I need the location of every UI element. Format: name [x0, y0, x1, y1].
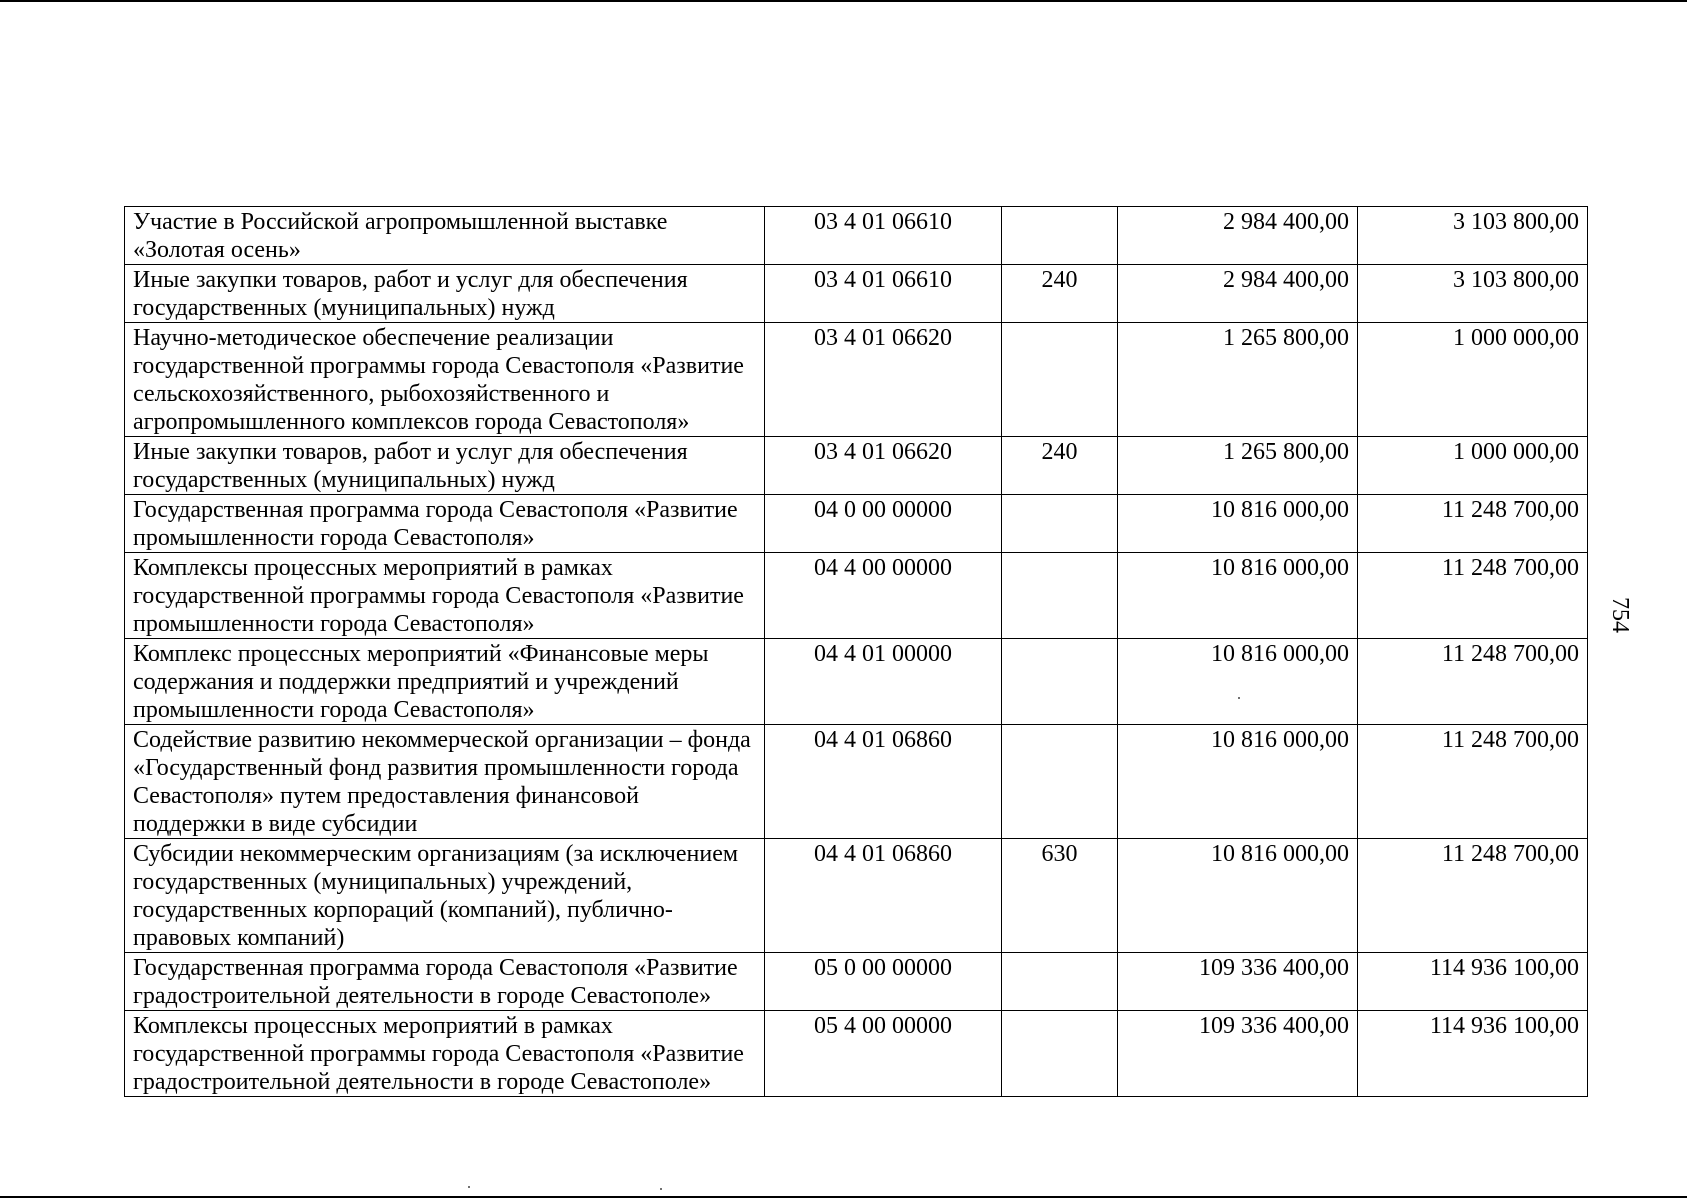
scan-speck [468, 1186, 470, 1188]
table-row [125, 437, 1588, 495]
row-target-code: 03 4 01 06620 [765, 323, 1002, 437]
row-amount-year2: 1 000 000,00 [1358, 323, 1588, 437]
row-target-code: 04 4 01 06860 [765, 839, 1002, 953]
row-name: Научно-методическое обеспечение реализации государственной программы города Севастополя «Развитие сельскохозяйственного, рыбохозяйственного и агропромышленного комплексов города Севастополя» [125, 323, 765, 437]
row-name: Субсидии некоммерческим организациям (за исключением государственных (муниципальных) учреждений, государственных корпораций (компаний), публично-правовых компаний) [125, 839, 765, 953]
row-amount-year2: 11 248 700,00 [1358, 495, 1588, 553]
row-amount-year1: 10 816 000,00 [1118, 639, 1358, 725]
row-name: Участие в Российской агропромышленной выставке «Золотая осень» [125, 207, 765, 265]
row-amount-year1: 2 984 400,00 [1118, 265, 1358, 323]
table-row [125, 553, 1588, 639]
row-amount-year2: 3 103 800,00 [1358, 265, 1588, 323]
row-target-code: 03 4 01 06610 [765, 265, 1002, 323]
row-expense-type: 630 [1002, 839, 1118, 953]
row-amount-year1: 10 816 000,00 [1118, 725, 1358, 839]
row-target-code: 04 0 00 00000 [765, 495, 1002, 553]
row-expense-type [1002, 725, 1118, 839]
table-row [125, 639, 1588, 725]
row-amount-year1: 109 336 400,00 [1118, 1011, 1358, 1097]
row-target-code: 04 4 01 06860 [765, 725, 1002, 839]
row-expense-type [1002, 639, 1118, 725]
table-row [125, 323, 1588, 437]
table-row [125, 265, 1588, 323]
table-row [125, 725, 1588, 839]
row-amount-year2: 11 248 700,00 [1358, 839, 1588, 953]
row-target-code: 03 4 01 06610 [765, 207, 1002, 265]
row-amount-year2: 114 936 100,00 [1358, 953, 1588, 1011]
row-target-code: 04 4 01 00000 [765, 639, 1002, 725]
row-expense-type [1002, 323, 1118, 437]
row-expense-type [1002, 1011, 1118, 1097]
table-row [125, 839, 1588, 953]
row-amount-year2: 3 103 800,00 [1358, 207, 1588, 265]
row-name: Комплекс процессных мероприятий «Финансовые меры содержания и поддержки предприятий и учреждений промышленности города Севастополя» [125, 639, 765, 725]
row-expense-type [1002, 207, 1118, 265]
row-name: Государственная программа города Севастополя «Развитие промышленности города Севастополя» [125, 495, 765, 553]
row-target-code: 05 4 00 00000 [765, 1011, 1002, 1097]
scan-speck [1238, 697, 1240, 699]
row-amount-year2: 11 248 700,00 [1358, 725, 1588, 839]
row-name: Иные закупки товаров, работ и услуг для обеспечения государственных (муниципальных) нужд [125, 437, 765, 495]
row-name: Комплексы процессных мероприятий в рамках государственной программы города Севастополя «Развитие промышленности города Севастополя» [125, 553, 765, 639]
row-amount-year1: 109 336 400,00 [1118, 953, 1358, 1011]
row-name: Иные закупки товаров, работ и услуг для обеспечения государственных (муниципальных) нужд [125, 265, 765, 323]
table-row [125, 953, 1588, 1011]
budget-table [124, 206, 1588, 1097]
row-amount-year1: 1 265 800,00 [1118, 437, 1358, 495]
table-row [125, 1011, 1588, 1097]
row-amount-year1: 10 816 000,00 [1118, 553, 1358, 639]
page-number: 754 [1607, 597, 1633, 633]
row-name: Комплексы процессных мероприятий в рамках государственной программы города Севастополя «Развитие градостроительной деятельности в городе Севастополе» [125, 1011, 765, 1097]
row-amount-year1: 10 816 000,00 [1118, 495, 1358, 553]
row-expense-type: 240 [1002, 265, 1118, 323]
table-row [125, 495, 1588, 553]
row-amount-year1: 10 816 000,00 [1118, 839, 1358, 953]
row-target-code: 04 4 00 00000 [765, 553, 1002, 639]
row-name: Государственная программа города Севастополя «Развитие градостроительной деятельности в городе Севастополе» [125, 953, 765, 1011]
row-expense-type [1002, 495, 1118, 553]
row-amount-year2: 114 936 100,00 [1358, 1011, 1588, 1097]
scan-speck [660, 1188, 662, 1190]
top-border-line [0, 0, 1687, 2]
table-row [125, 207, 1588, 265]
row-target-code: 03 4 01 06620 [765, 437, 1002, 495]
row-amount-year2: 1 000 000,00 [1358, 437, 1588, 495]
row-expense-type: 240 [1002, 437, 1118, 495]
row-amount-year2: 11 248 700,00 [1358, 639, 1588, 725]
row-name: Содействие развитию некоммерческой организации – фонда «Государственный фонд развития промышленности города Севастополя» путем предоставления финансовой поддержки в виде субсидии [125, 725, 765, 839]
row-amount-year2: 11 248 700,00 [1358, 553, 1588, 639]
row-target-code: 05 0 00 00000 [765, 953, 1002, 1011]
bottom-border-line [0, 1196, 1687, 1198]
row-expense-type [1002, 553, 1118, 639]
row-amount-year1: 1 265 800,00 [1118, 323, 1358, 437]
row-amount-year1: 2 984 400,00 [1118, 207, 1358, 265]
row-expense-type [1002, 953, 1118, 1011]
